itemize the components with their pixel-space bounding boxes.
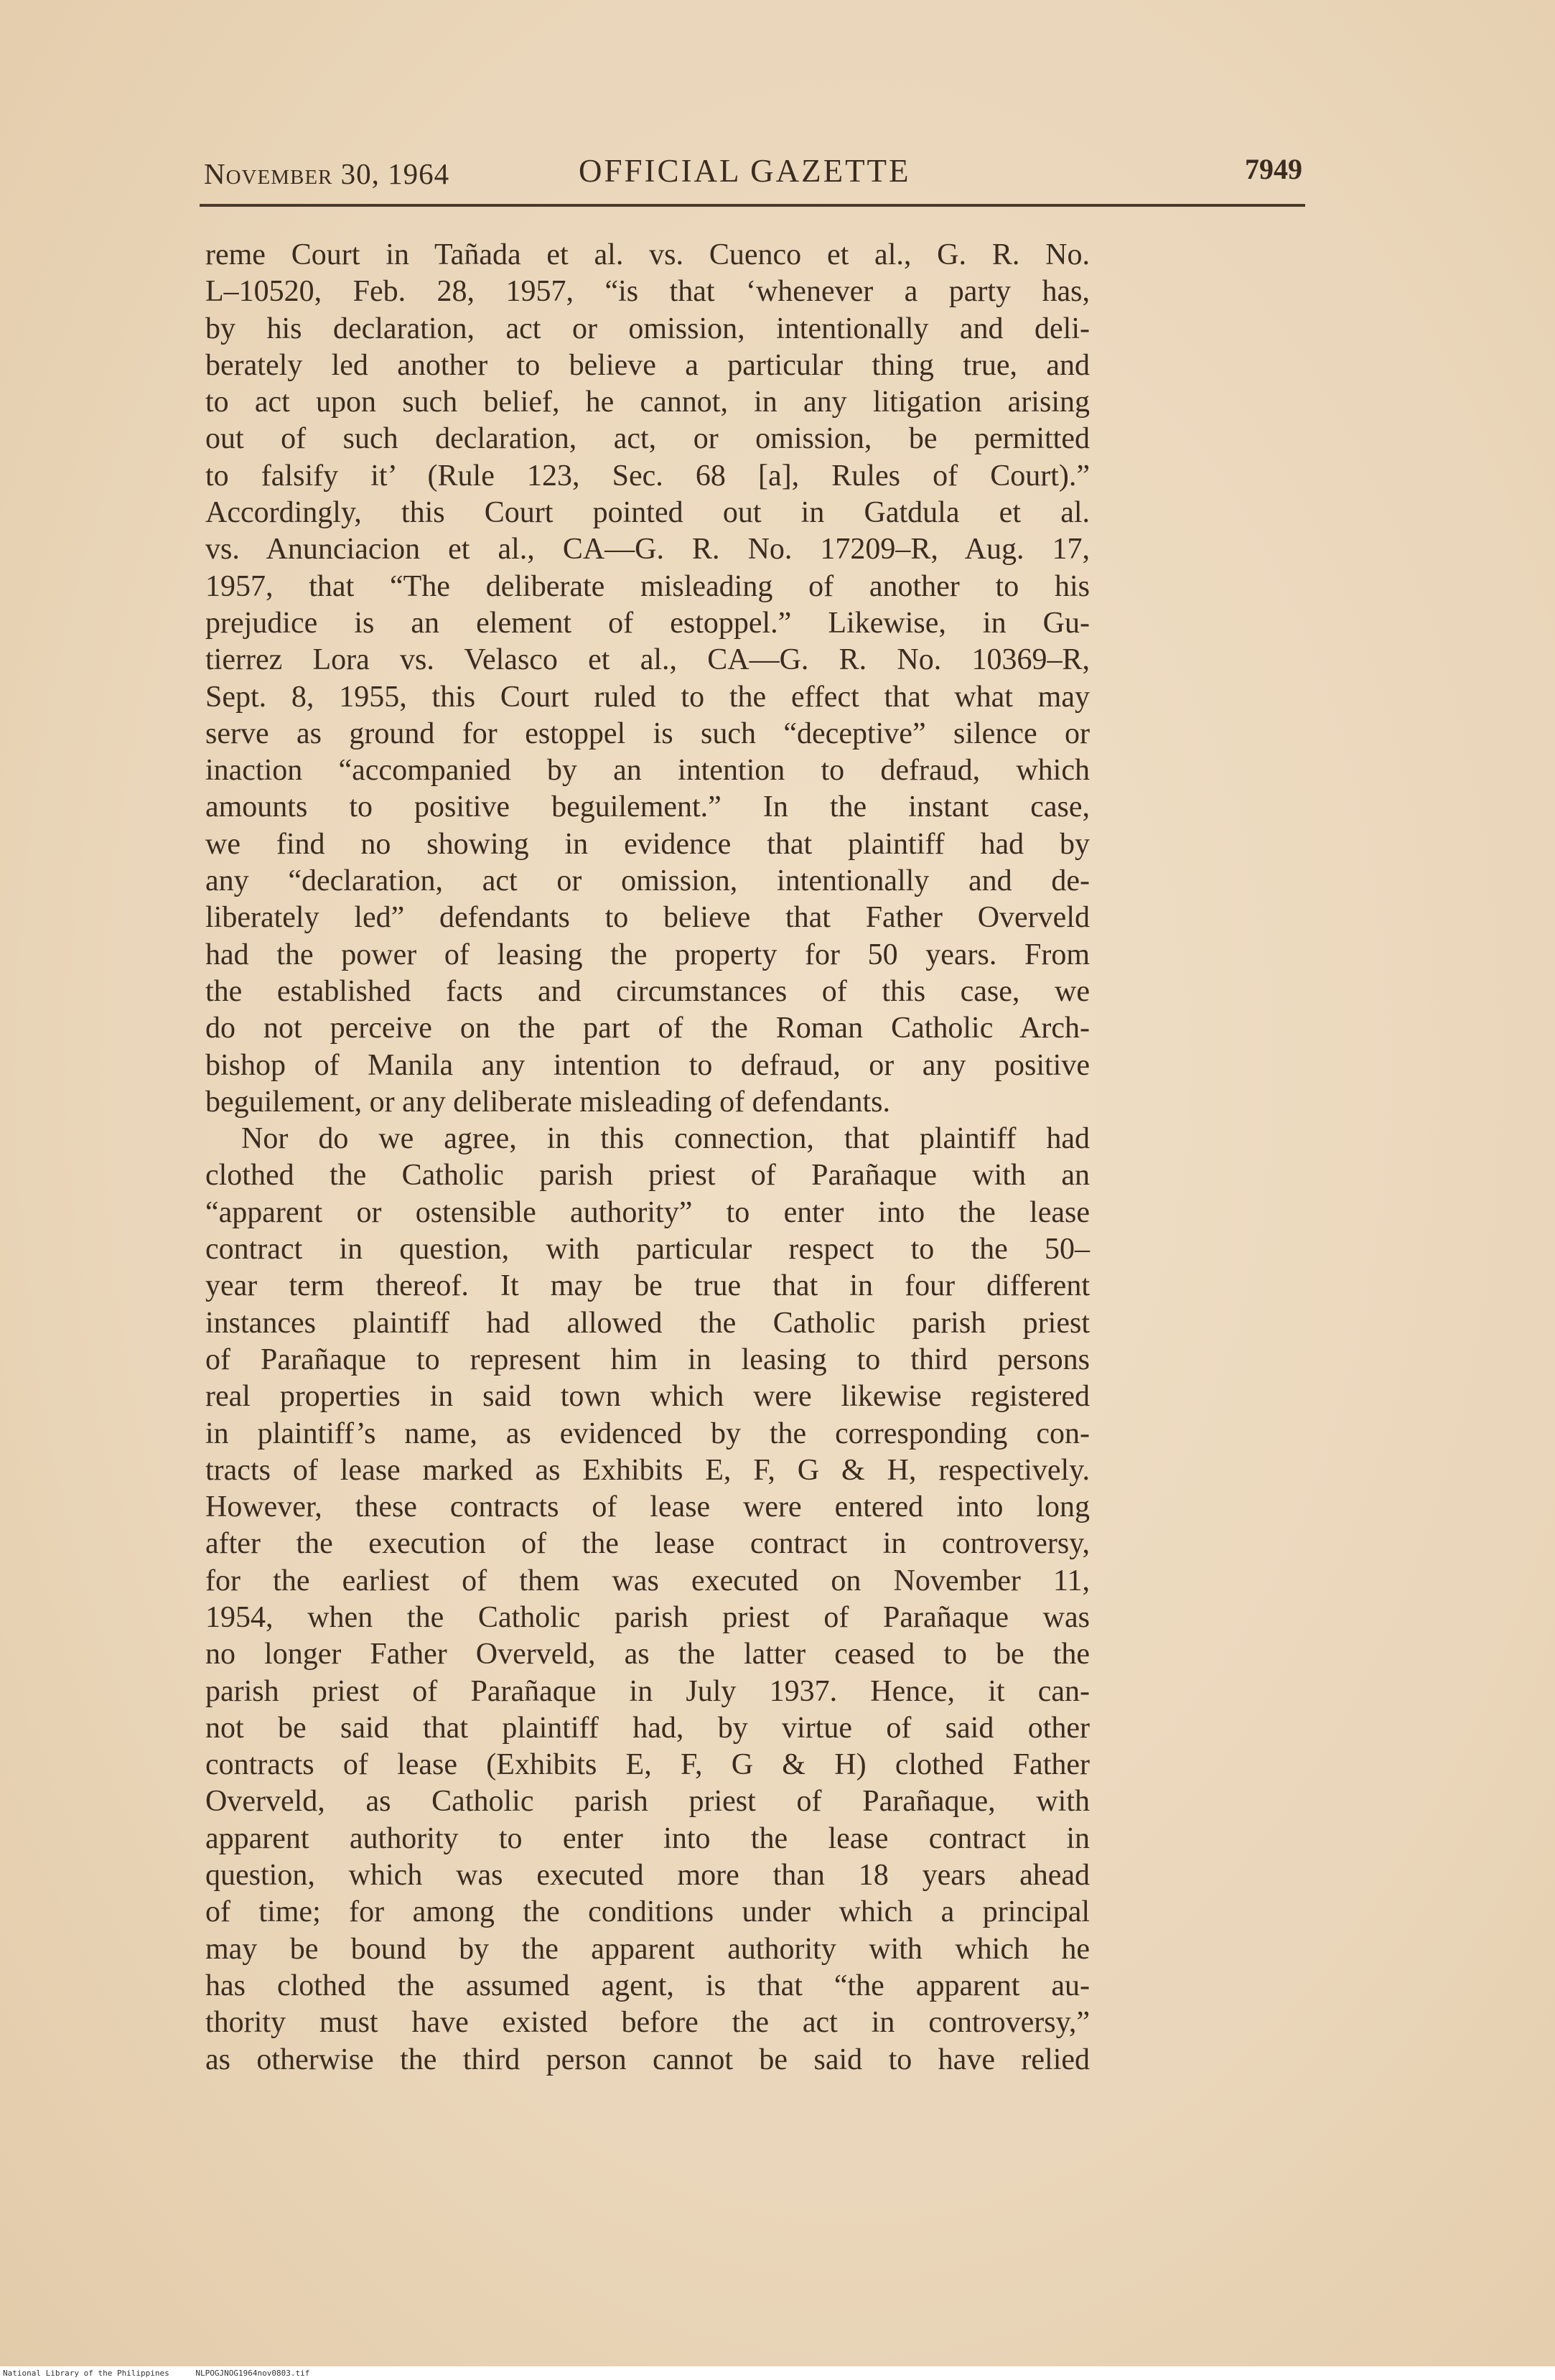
- body-line: reme Court in Tañada et al. vs. Cuenco et al., G. R. No.: [205, 238, 1090, 271]
- body-line: any “declaration, act or omission, intentionally and de-: [205, 864, 1090, 898]
- body-line: bishop of Manila any intention to defraud, or any positive: [205, 1048, 1090, 1082]
- body-line: do not perceive on the part of the Roman Catholic Arch-: [205, 1012, 1090, 1045]
- body-line: 1957, that “The deliberate misleading of another to his: [205, 569, 1090, 603]
- header-date: November 30, 1964: [204, 157, 450, 190]
- body-line: question, which was executed more than 18 years ahead: [205, 1859, 1090, 1893]
- footer-filename: NLPOGJNOG1964nov0803.tif: [195, 2369, 310, 2378]
- body-line: liberately led” defendants to believe that Father Overveld: [205, 901, 1090, 935]
- body-line: may be bound by the apparent authority with which he: [205, 1932, 1090, 1966]
- body-line: out of such declaration, act, or omission, be permitted: [205, 422, 1090, 456]
- body-line: year term thereof. It may be true that in four different: [205, 1269, 1090, 1303]
- body-line: by his declaration, act or omission, intentionally and deli-: [205, 312, 1090, 345]
- page-header: [204, 149, 1302, 200]
- body-line: to act upon such belief, he cannot, in any litigation arising: [205, 386, 1090, 419]
- body-text: [205, 237, 1090, 2078]
- body-line: for the earliest of them was executed on November 11,: [205, 1564, 1090, 1597]
- body-line: apparent authority to enter into the lease contract in: [205, 1821, 1090, 1855]
- body-line: L–10520, Feb. 28, 1957, “is that ‘whenever a party has,: [205, 275, 1090, 309]
- body-line: to falsify it’ (Rule 123, Sec. 68 [a], Rules of Court).”: [205, 459, 1090, 493]
- body-line: Accordingly, this Court pointed out in Gatdula et al.: [205, 496, 1090, 530]
- body-line: inaction “accompanied by an intention to defraud, which: [205, 754, 1090, 788]
- body-line: tracts of lease marked as Exhibits E, F, G & H, respectively.: [205, 1453, 1090, 1487]
- body-line: thority must have existed before the act in controversy,”: [205, 2006, 1090, 2040]
- body-line: has clothed the assumed agent, is that “the apparent au-: [205, 1969, 1090, 2002]
- body-line: 1954, when the Catholic parish priest of Parañaque was: [205, 1600, 1090, 1634]
- body-line: after the execution of the lease contract in controversy,: [205, 1527, 1090, 1561]
- body-line: Overveld, as Catholic parish priest of Parañaque, with: [205, 1785, 1090, 1819]
- footer-library: National Library of the Philippines: [3, 2369, 169, 2378]
- body-line: amounts to positive beguilement.” In the instant case,: [205, 790, 1090, 824]
- body-line: parish priest of Parañaque in July 1937. Hence, it can-: [205, 1674, 1090, 1708]
- body-line: real properties in said town which were likewise registered: [205, 1380, 1090, 1414]
- body-line: serve as ground for estoppel is such “deceptive” silence or: [205, 717, 1090, 750]
- body-line: “apparent or ostensible authority” to enter into the lease: [205, 1195, 1090, 1229]
- body-line: vs. Anunciacion et al., CA—G. R. No. 17209–R, Aug. 17,: [205, 533, 1090, 566]
- body-line: Sept. 8, 1955, this Court ruled to the effect that what may: [205, 680, 1090, 714]
- scan-footer: [0, 2366, 1555, 2380]
- header-title: OFFICIAL GAZETTE: [579, 153, 911, 189]
- body-line: not be said that plaintiff had, by virtue of said other: [205, 1711, 1090, 1745]
- body-line: the established facts and circumstances of this case, we: [205, 974, 1090, 1008]
- body-line: no longer Father Overveld, as the latter ceased to be the: [205, 1638, 1090, 1671]
- body-line: prejudice is an element of estoppel.” Likewise, in Gu-: [205, 606, 1090, 640]
- page-number: 7949: [1245, 153, 1302, 185]
- body-line: had the power of leasing the property for 50 years. From: [205, 938, 1090, 971]
- body-line: as otherwise the third person cannot be said to have relied: [205, 2043, 1090, 2076]
- body-line: beguilement, or any deliberate misleading of defendants.: [205, 1085, 891, 1119]
- header-rule: [200, 204, 1305, 207]
- body-line: of time; for among the conditions under which a principal: [205, 1895, 1090, 1929]
- body-line: tierrez Lora vs. Velasco et al., CA—G. R. No. 10369–R,: [205, 643, 1090, 677]
- body-line: of Parañaque to represent him in leasing to third persons: [205, 1343, 1090, 1376]
- body-line: clothed the Catholic parish priest of Parañaque with an: [205, 1159, 1090, 1193]
- body-line: Nor do we agree, in this connection, that plaintiff had: [241, 1122, 1090, 1156]
- body-line: instances plaintiff had allowed the Catholic parish priest: [205, 1306, 1090, 1340]
- body-line: berately led another to believe a particular thing true, and: [205, 348, 1090, 382]
- body-line: contracts of lease (Exhibits E, F, G & H) clothed Father: [205, 1748, 1090, 1782]
- body-line: However, these contracts of lease were entered into long: [205, 1490, 1090, 1524]
- body-line: in plaintiff’s name, as evidenced by the corresponding con-: [205, 1417, 1090, 1450]
- body-line: contract in question, with particular respect to the 50–: [205, 1233, 1090, 1266]
- body-line: we find no showing in evidence that plaintiff had by: [205, 827, 1090, 861]
